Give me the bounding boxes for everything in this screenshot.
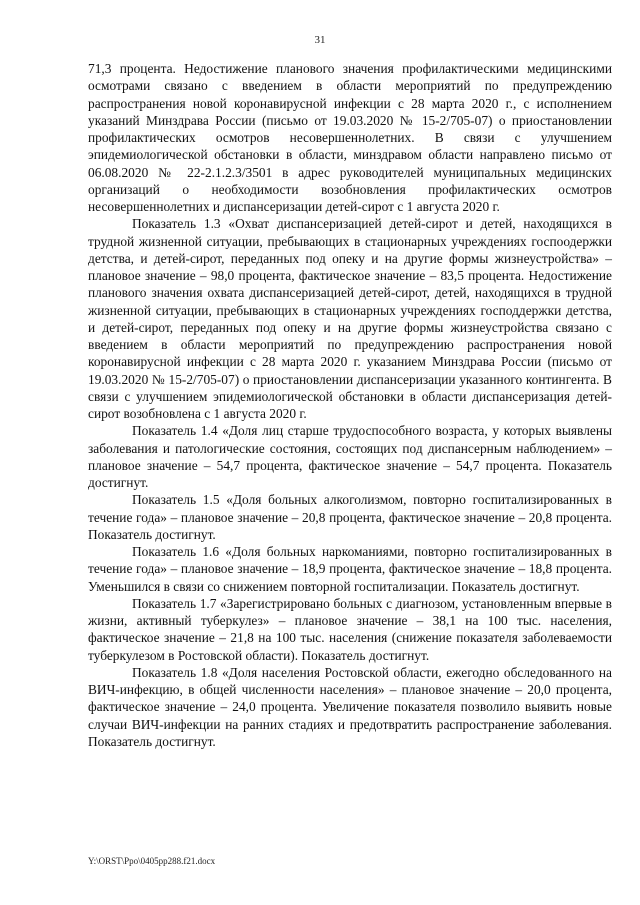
paragraph-indicator-1-6: Показатель 1.6 «Доля больных наркоманиями, повторно госпитализированных в течение года» – плановое значение – 18,9 процента, фактическое значение – 18,8 процента. Уменьшился в связи со снижением повторной госпитализации. Показатель достигнут. bbox=[88, 544, 612, 594]
paragraph-indicator-1-3: Показатель 1.3 «Охват диспансеризацией детей-сирот и детей, находящихся в трудной жизненной ситуации, пребывающих в стационарных учреждениях госпоодержки детства, и детей-сирот, переданных под опеку и на другие формы жизнеустройства» – плановое значение – 98,0 процента, фактическое значение – 83,5 процента. Недостижение планового значения охвата диспансеризацией детей-сирот, детей, находящихся в трудной жизненной ситуации, пребывающих в стационарных учреждениях господдержки детства, и детей-сирот, переданных под опеку и на другие формы жизнеустройства связано с введением в области мероприятий по предупреждению распространения новой коронавирусной инфекции с 28 марта 2020 г. указанием Минздрава России (письмо от 19.03.2020 № 15-2/705-07) о приостановлении диспансеризации указанного контингента. В связи с улучшением эпидемиологической обстановки в области диспансеризация детей-сирот возобновлена с 1 августа 2020 г. bbox=[88, 216, 612, 421]
paragraph-indicator-1-8: Показатель 1.8 «Доля населения Ростовской области, ежегодно обследованного на ВИЧ-инфекцию, в общей численности населения» – плановое значение – 20,0 процента, фактическое значение – 24,0 процента. Увеличение показателя позволило выявить новые случаи ВИЧ-инфекции на ранних стадиях и предотвратить распространение заболевания. Показатель достигнут. bbox=[88, 664, 612, 749]
paragraph-indicator-1-5: Показатель 1.5 «Доля больных алкоголизмом, повторно госпитализированных в течение года» – плановое значение – 20,8 процента, фактическое значение – 20,8 процента. Показатель достигнут. bbox=[88, 492, 612, 542]
paragraph-indicator-1-4: Показатель 1.4 «Доля лиц старше трудоспособного возраста, у которых выявлены заболевания и патологические состояния, состоящих под диспансерным наблюдением» – плановое значение – 54,7 процента, фактическое значение – 54,7 процента. Показатель достигнут. bbox=[88, 423, 612, 490]
footer-file-path: Y:\ORST\Ppo\0405pp288.f21.docx bbox=[88, 856, 216, 866]
page-number: 31 bbox=[314, 34, 326, 46]
paragraph-intro: 71,3 процента. Недостижение планового значения профилактическими медицинскими осмотрами связано с введением в области мероприятий по предупреждению распространения новой коронавирусной инфекции с 28 марта 2020 г., с исполнением указаний Минздрава России (письмо от 19.03.2020 № 15-2/705-07) о приостановлении профилактических осмотров несовершеннолетних. В связи с улучшением эпидемиологической обстановки в области, минздравом области направлено письмо от 06.08.2020 № 22-2.1.2.3/3501 в адрес руководителей муниципальных медицинских организаций о необходимости возобновления профилактических осмотров несовершеннолетних и диспансеризации детей-сирот с 1 августа 2020 г. bbox=[88, 61, 612, 214]
document-body bbox=[88, 60, 612, 750]
paragraph-indicator-1-7: Показатель 1.7 «Зарегистрировано больных с диагнозом, установленным впервые в жизни, активный туберкулез» – плановое значение – 38,1 на 100 тыс. населения, фактическое значение – 21,8 на 100 тыс. населения (снижение показателя заболеваемости туберкулезом в Ростовской области). Показатель достигнут. bbox=[88, 595, 612, 663]
